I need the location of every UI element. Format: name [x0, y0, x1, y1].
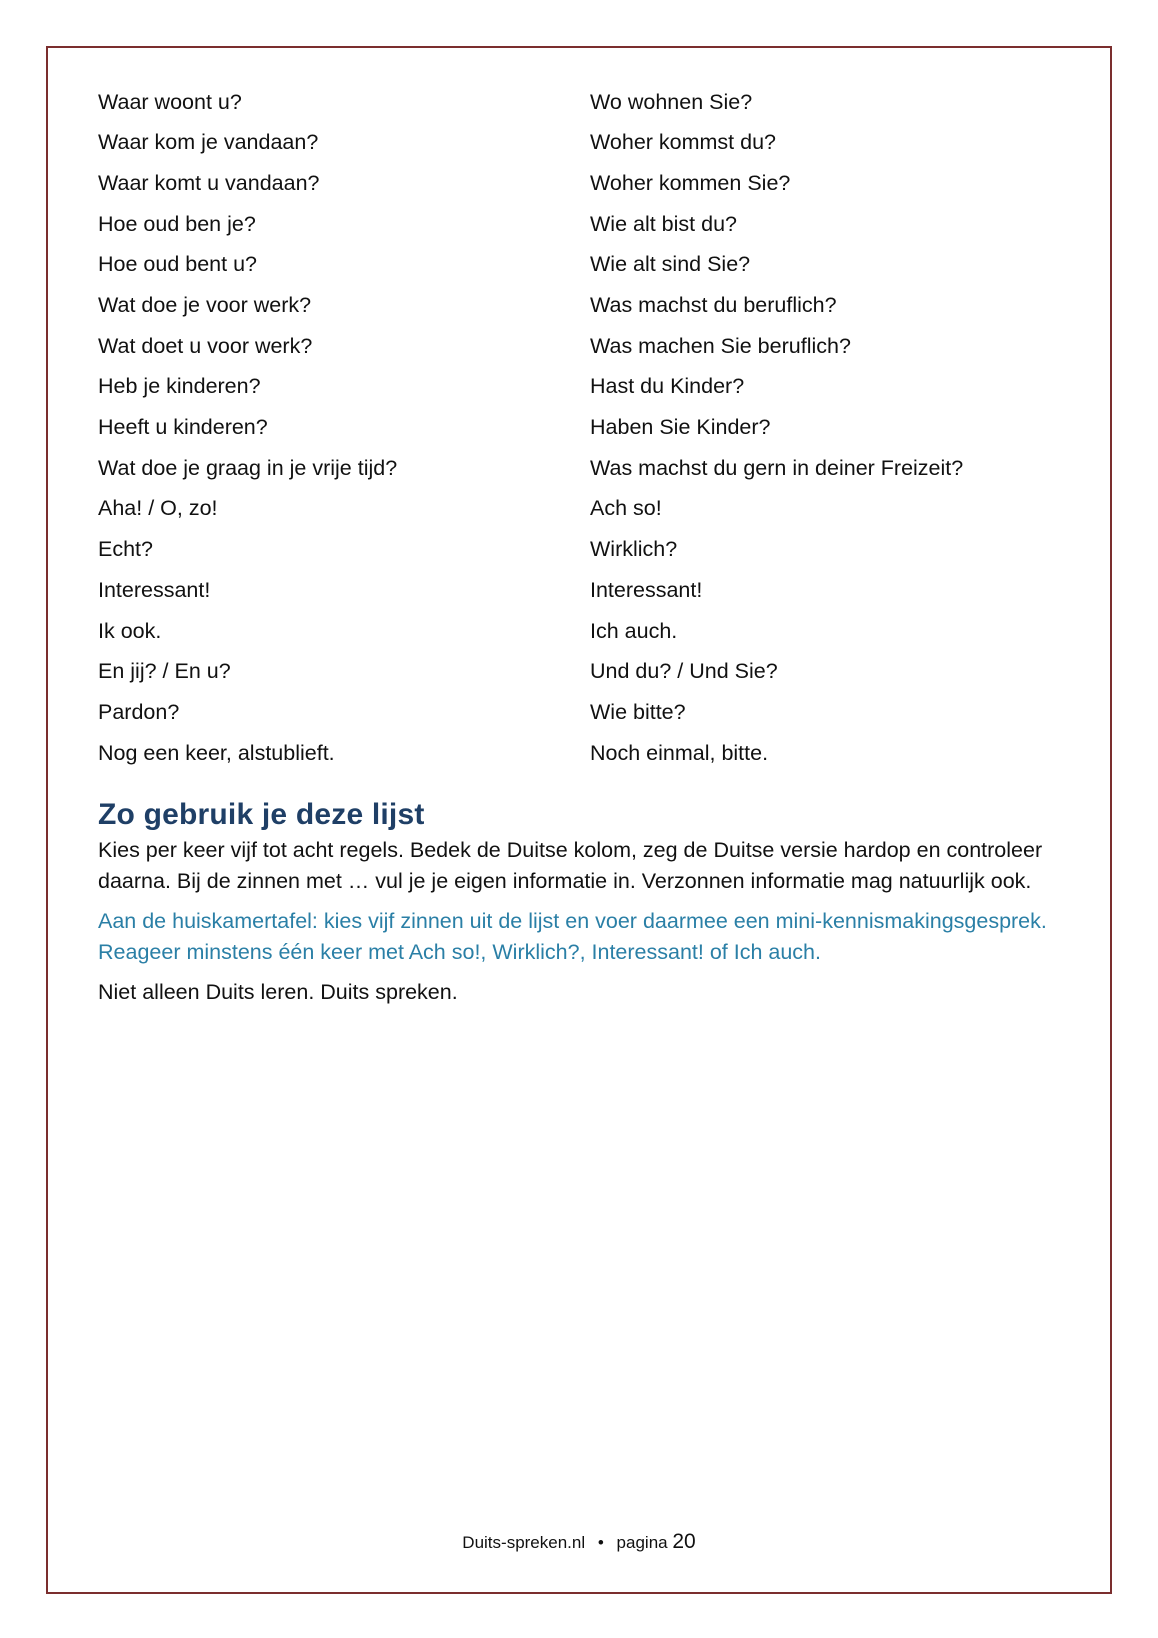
- footer-page-number: 20: [672, 1530, 696, 1553]
- phrase-row: [98, 489, 1058, 530]
- footer-site: Duits-spreken.nl: [462, 1533, 586, 1552]
- german-phrase: Was machst du gern in deiner Freizeit?: [590, 455, 964, 480]
- dutch-phrase: Pardon?: [98, 699, 180, 724]
- page-footer: [0, 1530, 1158, 1554]
- german-phrase: Wie bitte?: [590, 699, 686, 724]
- german-phrase: Was machen Sie beruflich?: [590, 333, 851, 358]
- phrase-list: [98, 82, 1058, 774]
- german-phrase: Hast du Kinder?: [590, 374, 745, 399]
- phrase-row: [98, 692, 1058, 733]
- dutch-phrase: Waar kom je vandaan?: [98, 130, 319, 155]
- german-phrase: Wie alt bist du?: [590, 211, 737, 236]
- phrase-row: [98, 408, 1058, 449]
- german-phrase: Ach so!: [590, 496, 662, 521]
- phrase-row: [98, 163, 1058, 204]
- tagline: Niet alleen Duits leren. Duits spreken.: [98, 980, 458, 1004]
- instructions-paragraph: Kies per keer vijf tot acht regels. Bedek de Duitse kolom, zeg de Duitse versie hardop en controleer daarna. Bij de zinnen met … vul je je eigen informatie in. Verzonnen informatie mag natuurlijk ook.: [98, 838, 1043, 893]
- german-phrase: Woher kommen Sie?: [590, 170, 791, 195]
- dutch-phrase: Nog een keer, alstublieft.: [98, 740, 335, 765]
- dutch-phrase: En jij? / En u?: [98, 659, 231, 684]
- phrase-row: [98, 530, 1058, 571]
- dutch-phrase: Wat doet u voor werk?: [98, 333, 313, 358]
- dutch-phrase: Wat doe je voor werk?: [98, 293, 312, 318]
- dutch-phrase: Hoe oud bent u?: [98, 252, 257, 277]
- german-phrase: Noch einmal, bitte.: [590, 740, 769, 765]
- phrase-row: [98, 652, 1058, 693]
- phrase-row: [98, 448, 1058, 489]
- german-phrase: Ich auch.: [590, 618, 678, 643]
- exercise-paragraph: Aan de huiskamertafel: kies vijf zinnen uit de lijst en voer daarmee een mini-kennismakingsgesprek. Reageer minstens één keer met Ach so!, Wirklich?, Interessant! of Ich auch.: [98, 909, 1047, 964]
- dutch-phrase: Aha! / O, zo!: [98, 496, 218, 521]
- dutch-phrase: Echt?: [98, 537, 153, 562]
- dutch-phrase: Waar komt u vandaan?: [98, 170, 320, 195]
- german-phrase: Interessant!: [590, 577, 703, 602]
- dutch-phrase: Heb je kinderen?: [98, 374, 261, 399]
- dutch-phrase: Interessant!: [98, 577, 211, 602]
- german-phrase: Wie alt sind Sie?: [590, 252, 751, 277]
- german-phrase: Woher kommst du?: [590, 130, 777, 155]
- phrase-row: [98, 285, 1058, 326]
- footer-page-label: pagina: [616, 1533, 668, 1552]
- phrase-row: [98, 367, 1058, 408]
- phrase-row: [98, 733, 1058, 774]
- phrase-row: [98, 326, 1058, 367]
- phrase-row: [98, 123, 1058, 164]
- german-phrase: Wirklich?: [590, 537, 678, 562]
- dutch-phrase: Ik ook.: [98, 618, 162, 643]
- german-phrase: Wo wohnen Sie?: [590, 89, 753, 114]
- footer-bullet: •: [597, 1533, 604, 1552]
- phrase-row: [98, 570, 1058, 611]
- phrase-row: [98, 82, 1058, 123]
- dutch-phrase: Waar woont u?: [98, 89, 242, 114]
- section-heading: Zo gebruik je deze lijst: [98, 798, 425, 831]
- german-phrase: Haben Sie Kinder?: [590, 415, 771, 440]
- phrase-row: [98, 245, 1058, 286]
- phrase-row: [98, 611, 1058, 652]
- dutch-phrase: Wat doe je graag in je vrije tijd?: [98, 455, 398, 480]
- usage-section: [98, 797, 1058, 1008]
- german-phrase: Was machst du beruflich?: [590, 293, 837, 318]
- phrase-row: [98, 204, 1058, 245]
- dutch-phrase: Hoe oud ben je?: [98, 211, 256, 236]
- german-phrase: Und du? / Und Sie?: [590, 659, 778, 684]
- dutch-phrase: Heeft u kinderen?: [98, 415, 268, 440]
